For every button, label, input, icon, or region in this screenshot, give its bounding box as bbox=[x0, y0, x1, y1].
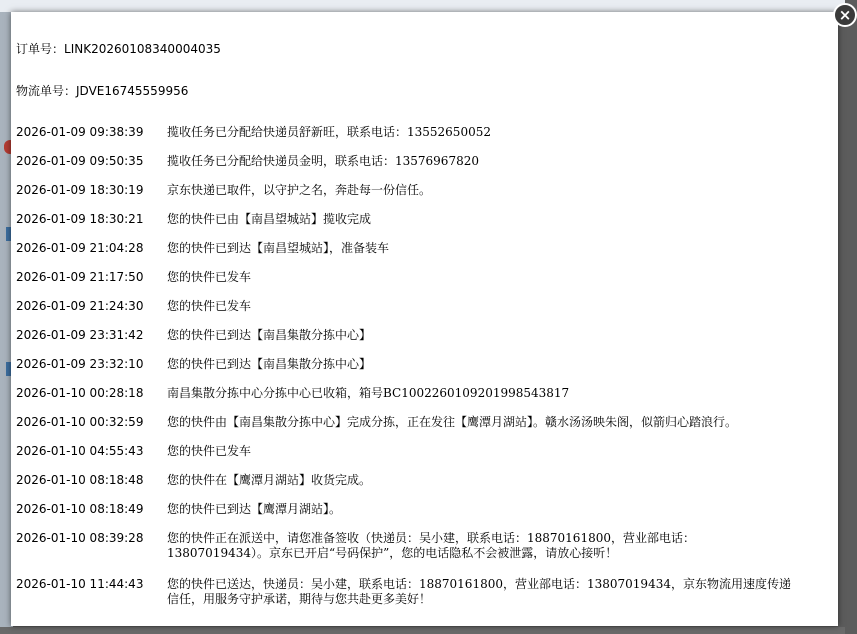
tracking-description: 您的快件已发车 bbox=[167, 444, 252, 458]
tracking-description: 您的快件已发车 bbox=[167, 299, 252, 313]
tracking-description: 您的快件已到达【南昌集散分拣中心】 bbox=[167, 328, 372, 342]
tracking-row bbox=[16, 125, 838, 154]
tracking-row bbox=[16, 357, 838, 386]
tracking-time: 2026-01-10 08:39:28 bbox=[16, 531, 144, 545]
tracking-time: 2026-01-09 21:04:28 bbox=[16, 241, 144, 255]
tracking-description: 您的快件正在派送中，请您准备签收（快递员：吴小建，联系电话：18870161800，营业部电话：13807019434）。京东已开启“号码保护”，您的电话隐私不会被泄露，请放心接听！ bbox=[167, 531, 695, 560]
tracking-row bbox=[16, 241, 838, 270]
order-number-value: LINK20260108340004035 bbox=[64, 42, 221, 56]
tracking-row bbox=[16, 299, 838, 328]
tracking-description: 您的快件已送达，快递员：吴小建，联系电话：18870161800，营业部电话：13807019434，京东物流用速度传递信任，用服务守护承诺，期待与您共赴更多美好！ bbox=[167, 577, 791, 606]
tracking-row bbox=[16, 183, 838, 212]
tracking-row bbox=[16, 415, 838, 444]
tracking-row bbox=[16, 531, 838, 577]
tracking-time: 2026-01-09 18:30:21 bbox=[16, 212, 144, 226]
logistics-detail-dialog bbox=[11, 12, 838, 626]
tracking-row bbox=[16, 328, 838, 357]
tracking-description: 您的快件已由【南昌望城站】揽收完成 bbox=[167, 212, 372, 226]
tracking-time: 2026-01-10 00:32:59 bbox=[16, 415, 144, 429]
background-page-header bbox=[0, 0, 845, 12]
tracking-row bbox=[16, 502, 838, 531]
tracking-description: 揽收任务已分配给快递员金明，联系电话：13576967820 bbox=[167, 154, 479, 168]
tracking-row bbox=[16, 270, 838, 299]
tracking-description: 您的快件在【鹰潭月湖站】收货完成。 bbox=[167, 473, 372, 487]
tracking-description: 您的快件已到达【鹰潭月湖站】。 bbox=[167, 502, 342, 516]
tracking-time: 2026-01-09 23:31:42 bbox=[16, 328, 144, 342]
tracking-description: 京东快递已取件，以守护之名，奔赴每一份信任。 bbox=[167, 183, 432, 197]
tracking-time: 2026-01-09 09:50:35 bbox=[16, 154, 144, 168]
tracking-description: 揽收任务已分配给快递员舒新旺，联系电话：13552650052 bbox=[167, 125, 491, 139]
tracking-time: 2026-01-09 09:38:39 bbox=[16, 125, 144, 139]
tracking-row bbox=[16, 212, 838, 241]
tracking-row bbox=[16, 444, 838, 473]
tracking-time: 2026-01-10 04:55:43 bbox=[16, 444, 144, 458]
tracking-row bbox=[16, 473, 838, 502]
tracking-description: 您的快件由【南昌集散分拣中心】完成分拣，正在发往【鹰潭月湖站】。赣水汤汤映朱阁，似箭归心踏浪行。 bbox=[167, 415, 738, 429]
tracking-description: 您的快件已到达【南昌集散分拣中心】 bbox=[167, 357, 372, 371]
tracking-row bbox=[16, 154, 838, 183]
tracking-time: 2026-01-10 08:18:49 bbox=[16, 502, 144, 516]
tracking-list bbox=[16, 125, 838, 623]
tracking-time: 2026-01-09 21:17:50 bbox=[16, 270, 144, 284]
tracking-time: 2026-01-10 11:44:43 bbox=[16, 577, 144, 591]
tracking-time: 2026-01-10 08:18:48 bbox=[16, 473, 144, 487]
tracking-description: 您的快件已发车 bbox=[167, 270, 252, 284]
tracking-row bbox=[16, 386, 838, 415]
order-number-label: 订单号： bbox=[16, 42, 65, 56]
tracking-time: 2026-01-09 23:32:10 bbox=[16, 357, 144, 371]
tracking-time: 2026-01-09 21:24:30 bbox=[16, 299, 144, 313]
waybill-number-value: JDVE16745559956 bbox=[76, 84, 189, 98]
tracking-time: 2026-01-09 18:30:19 bbox=[16, 183, 144, 197]
tracking-description: 您的快件已到达【南昌望城站】，准备装车 bbox=[167, 241, 390, 255]
order-number-line bbox=[16, 40, 221, 57]
waybill-number-line bbox=[16, 82, 188, 99]
tracking-time: 2026-01-10 00:28:18 bbox=[16, 386, 144, 400]
background-page-footer bbox=[0, 627, 845, 634]
waybill-number-label: 物流单号： bbox=[16, 84, 77, 98]
tracking-description: 南昌集散分拣中心分拣中心已收箱，箱号BC1002260109201998543817 bbox=[167, 386, 570, 400]
tracking-row bbox=[16, 577, 838, 623]
close-icon[interactable]: × bbox=[833, 3, 857, 27]
